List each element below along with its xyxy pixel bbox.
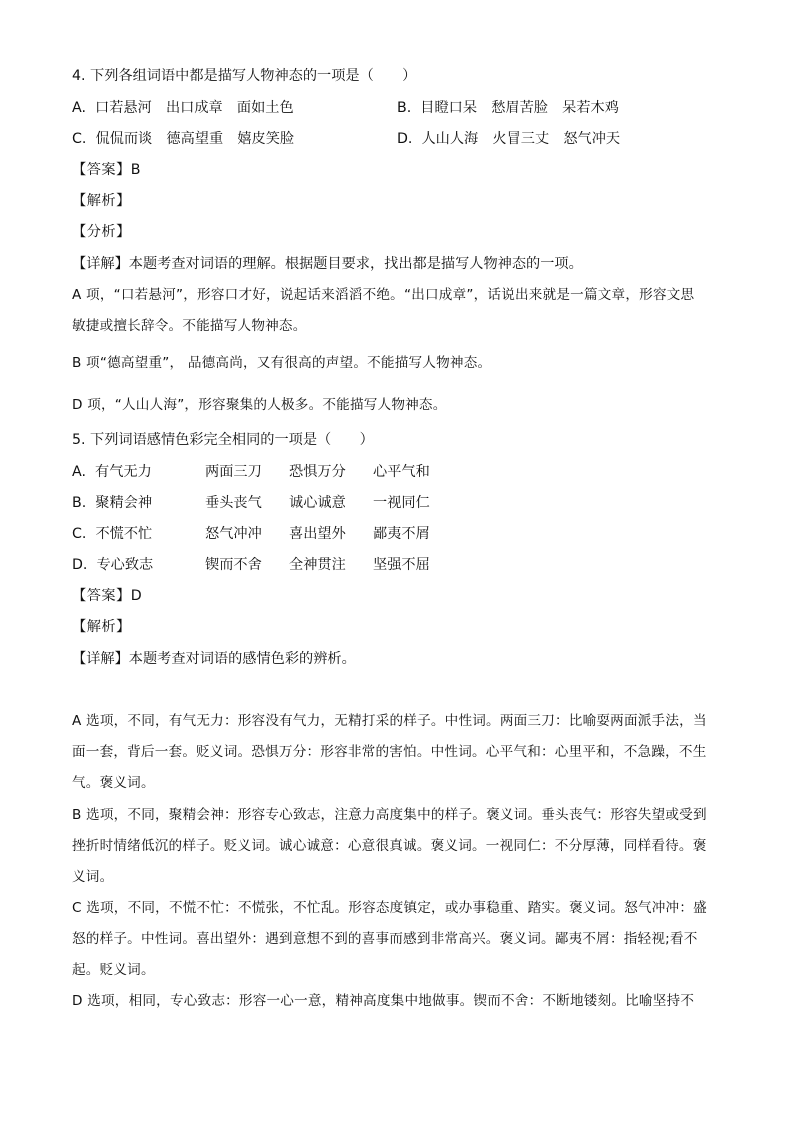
option-word-3: 诚心诚意 [289,495,346,511]
q5-explain-a-1: A 选项，不同，有气无力：形容没有气力，无精打采的样子。中性词。两面三刀：比喻耍两面派手法，当 [72,713,707,729]
option-word-1: 聚精会神 [95,495,153,511]
option-word-3: 全神贯注 [289,557,346,573]
option-word-4: 坚强不屈 [373,557,430,573]
option-letter: B. [397,100,412,116]
q4-fenxi-heading: 【分析】 [72,224,131,240]
option-letter: A. [72,464,86,480]
q4-option-d [397,129,620,149]
q4-option-b [397,98,619,118]
option-word-2: 怒气冲冲 [205,526,262,542]
option-word-1: 不慌不忙 [95,526,153,542]
option-word-4: 鄙夷不屑 [373,526,430,542]
q4-option-a [72,98,294,118]
option-letter: B. [72,495,87,511]
option-word-2: 两面三刀 [205,464,262,480]
option-word-1: 有气无力 [95,464,152,480]
q5-explain-b-2: 挫折时情绪低沉的样子。贬义词。诚心诚意：心意很真诚。褒义词。一视同仁：不分厚薄，同样看待。褒 [72,838,707,854]
q5-explain-a-3: 气。褒义词。 [72,775,155,791]
option-word-4: 心平气和 [373,464,430,480]
option-text: 人山人海 火冒三丈 怒气冲天 [421,131,621,147]
q5-explain-d-1: D 选项，相同，专心致志：形容一心一意，精神高度集中地做事。锲而不舍：不断地镂刻。比喻坚持不 [72,993,695,1009]
option-word-3: 喜出望外 [289,526,346,542]
q5-answer: 【答案】D [72,588,143,604]
q4-detail: 【详解】本题考查对词语的理解。根据题目要求，找出都是描写人物神态的一项。 [72,256,583,272]
option-text: 侃侃而谈 德高望重 嬉皮笑脸 [95,131,295,147]
q4-analysis-heading: 【解析】 [72,193,131,209]
q5-detail: 【详解】本题考查对词语的感情色彩的辨析。 [72,651,356,667]
question-4-stem: 4. 下列各组词语中都是描写人物神态的一项是（ ） [72,68,417,84]
option-word-2: 锲而不舍 [205,557,262,573]
q5-explain-a-2: 面一套，背后一套。贬义词。恐惧万分：形容非常的害怕。中性词。心平气和：心里平和，不急躁，不生 [72,744,707,760]
option-letter: C. [72,526,87,542]
q5-explain-c-2: 怒的样子。中性词。喜出望外：遇到意想不到的喜事而感到非常高兴。褒义词。鄙夷不屑：指轻视;看不 [72,931,698,947]
q4-explain-b: B 项“德高望重”， 品德高尚，又有很高的声望。不能描写人物神态。 [72,355,492,371]
option-letter: A. [72,100,86,116]
q4-explain-d: D 项，“人山人海”，形容聚集的人极多。不能描写人物神态。 [72,397,447,413]
option-word-4: 一视同仁 [373,495,430,511]
q5-explain-b-1: B 选项，不同，聚精会神：形容专心致志，注意力高度集中的样子。褒义词。垂头丧气：形容失望或受到 [72,807,707,823]
q4-explain-a-1: A 项，“口若悬河”，形容口才好，说起话来滔滔不绝。“出口成章”，话说出来就是一篇文章，形容文思 [72,287,695,303]
option-text: 口若悬河 出口成章 面如土色 [95,100,294,116]
q5-explain-c-3: 起。贬义词。 [72,962,155,978]
option-letter: C. [72,131,87,147]
option-word-1: 专心致志 [96,557,154,573]
q5-explain-b-3: 义词。 [72,869,114,885]
option-text: 目瞪口呆 愁眉苦脸 呆若木鸡 [420,100,619,116]
option-word-2: 垂头丧气 [205,495,262,511]
q4-answer: 【答案】B [72,162,141,178]
option-letter: D. [397,131,413,147]
option-word-3: 恐惧万分 [289,464,346,480]
q5-analysis-heading: 【解析】 [72,619,131,635]
option-letter: D. [72,557,88,573]
question-5-stem: 5. 下列词语感情色彩完全相同的一项是（ ） [72,432,374,448]
q4-option-c [72,129,294,149]
q5-explain-c-1: C 选项，不同，不慌不忙：不慌张，不忙乱。形容态度镇定，或办事稳重、踏实。褒义词。怒气冲冲：盛 [72,900,707,916]
q4-explain-a-2: 敏捷或擅长辞令。不能描写人物神态。 [72,318,307,334]
